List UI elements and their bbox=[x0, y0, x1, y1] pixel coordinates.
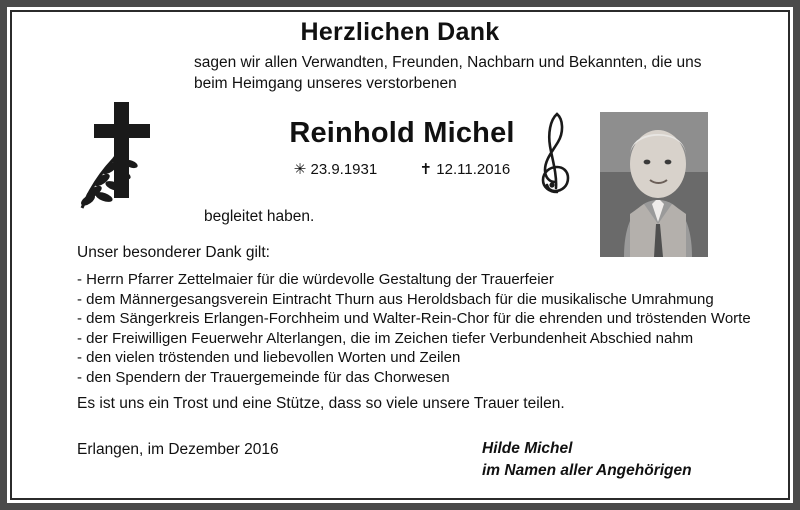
deceased-name: Reinhold Michel bbox=[289, 117, 515, 149]
after-dates-text: begleitet haben. bbox=[204, 208, 315, 225]
list-item: - dem Sängerkreis Erlangen-Forchheim und Walter-Rein-Chor für die ehrenden und tröstenden Worte bbox=[77, 310, 751, 327]
birth-date: ✳ 23.9.1931 bbox=[293, 161, 378, 178]
thanks-lead-text: Unser besonderer Dank gilt: bbox=[77, 244, 270, 261]
list-item: - dem Männergesangsverein Eintracht Thurn aus Heroldsbach für die musikalische Umrahmung bbox=[77, 290, 714, 308]
closing-text: Es ist uns ein Trost und eine Stütze, dass so viele unsere Trauer teilen. bbox=[77, 395, 565, 412]
list-item: - der Freiwilligen Feuerwehr Alterlangen, die im Zeichen tiefer Verbundenheit Abschied nahm bbox=[77, 329, 694, 347]
page-title: Herzlichen Dank bbox=[300, 18, 500, 46]
cross-with-palm-branch-icon bbox=[74, 100, 184, 215]
notice-content bbox=[12, 12, 788, 498]
thanks-list bbox=[77, 270, 777, 387]
list-item: - den Spendern der Trauergemeinde für das Chorwesen bbox=[77, 368, 450, 386]
signature-subtitle: im Namen aller Angehörigen bbox=[482, 462, 692, 479]
place-and-date: Erlangen, im Dezember 2016 bbox=[77, 441, 279, 458]
list-item: - Herrn Pfarrer Zettelmaier für die würdevolle Gestaltung der Trauerfeier bbox=[77, 271, 554, 288]
list-item: - den vielen tröstenden und liebevollen Worten und Zeilen bbox=[77, 349, 461, 366]
intro-text: sagen wir allen Verwandten, Freunden, Nachbarn und Bekannten, die uns beim Heimgang unseres verstorbenen bbox=[194, 54, 702, 92]
treble-clef-icon bbox=[536, 108, 576, 198]
portrait-photo bbox=[600, 112, 708, 257]
signature-block bbox=[482, 438, 772, 482]
death-date: ✝ 12.11.2016 bbox=[419, 161, 511, 178]
signature-name: Hilde Michel bbox=[482, 440, 573, 457]
